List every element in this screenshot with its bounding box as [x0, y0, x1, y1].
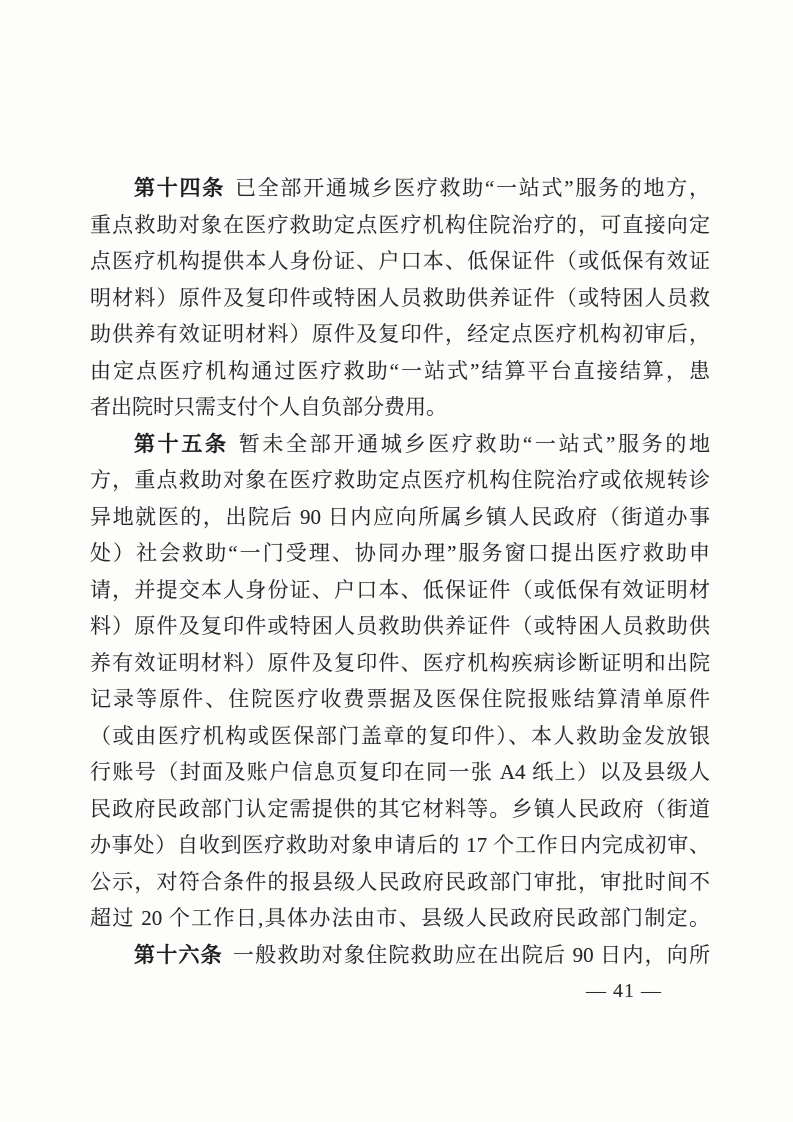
text-line: 异地就医的，出院后 90 日内应向所属乡镇人民政府（街道办事: [90, 504, 710, 529]
article-16-heading: 第十六条: [134, 942, 223, 967]
text-line: 者出院时只需支付个人自负部分费用。: [90, 395, 447, 419]
line-text: 一般救助对象住院救助应在出院后 90 日内，向所: [232, 942, 710, 967]
text-line: 办事处）自收到医疗救助对象申请后的 17 个工作日内完成初审、: [90, 833, 710, 857]
text-line: 由定点医疗机构通过医疗救助“一站式”结算平台直接结算，患: [90, 358, 710, 383]
article-15-heading: 第十五条: [134, 431, 229, 456]
article-16-first-line: [90, 937, 710, 974]
line-text: 暂未全部开通城乡医疗救助“一站式”服务的地: [238, 431, 710, 456]
article-14-first-line: [90, 170, 710, 207]
page-number: — 41 —: [586, 980, 662, 1002]
text-line: 民政府民政部门认定需提供的其它材料等。乡镇人民政府（街道: [90, 796, 710, 821]
text-line: 方，重点救助对象在医疗救助定点医疗机构住院治疗或依规转诊: [90, 468, 710, 492]
text-line: （或由医疗机构或医保部门盖章的复印件）、本人救助金发放银: [90, 723, 710, 748]
text-line: 养有效证明材料）原件及复印件、医疗机构疾病诊断证明和出院: [90, 650, 710, 675]
document-body: [90, 170, 710, 1010]
text-line: 助供养有效证明材料）原件及复印件，经定点医疗机构初审后，: [90, 322, 710, 346]
text-line: 处）社会救助“一门受理、协同办理”服务窗口提出医疗救助申: [90, 541, 710, 565]
text-line: 超过 20 个工作日,具体办法由市、县级人民政府民政部门制定。: [90, 906, 710, 930]
article-15-first-line: [90, 426, 710, 463]
line-text: 已全部开通城乡医疗救助“一站式”服务的地方，: [234, 176, 710, 200]
text-line: 行账号（封面及账户信息页复印在同一张 A4 纸上）以及县级人: [90, 760, 710, 784]
text-line: 点医疗机构提供本人身份证、户口本、低保证件（或低保有效证: [90, 249, 710, 273]
text-line: 明材料）原件及复印件或特困人员救助供养证件（或特困人员救: [90, 285, 710, 310]
text-line: 料）原件及复印件或特困人员救助供养证件（或特困人员救助供: [90, 614, 710, 638]
text-line: 记录等原件、住院医疗收费票据及医保住院报账结算清单原件: [90, 687, 710, 711]
text-line: 公示，对符合条件的报县级人民政府民政部门审批，审批时间不: [90, 869, 710, 894]
article-14-heading: 第十四条: [134, 176, 225, 200]
text-line: 重点救助对象在医疗救助定点医疗机构住院治疗的，可直接向定: [90, 212, 710, 237]
text-line: 请，并提交本人身份证、户口本、低保证件（或低保有效证明材: [90, 577, 710, 602]
